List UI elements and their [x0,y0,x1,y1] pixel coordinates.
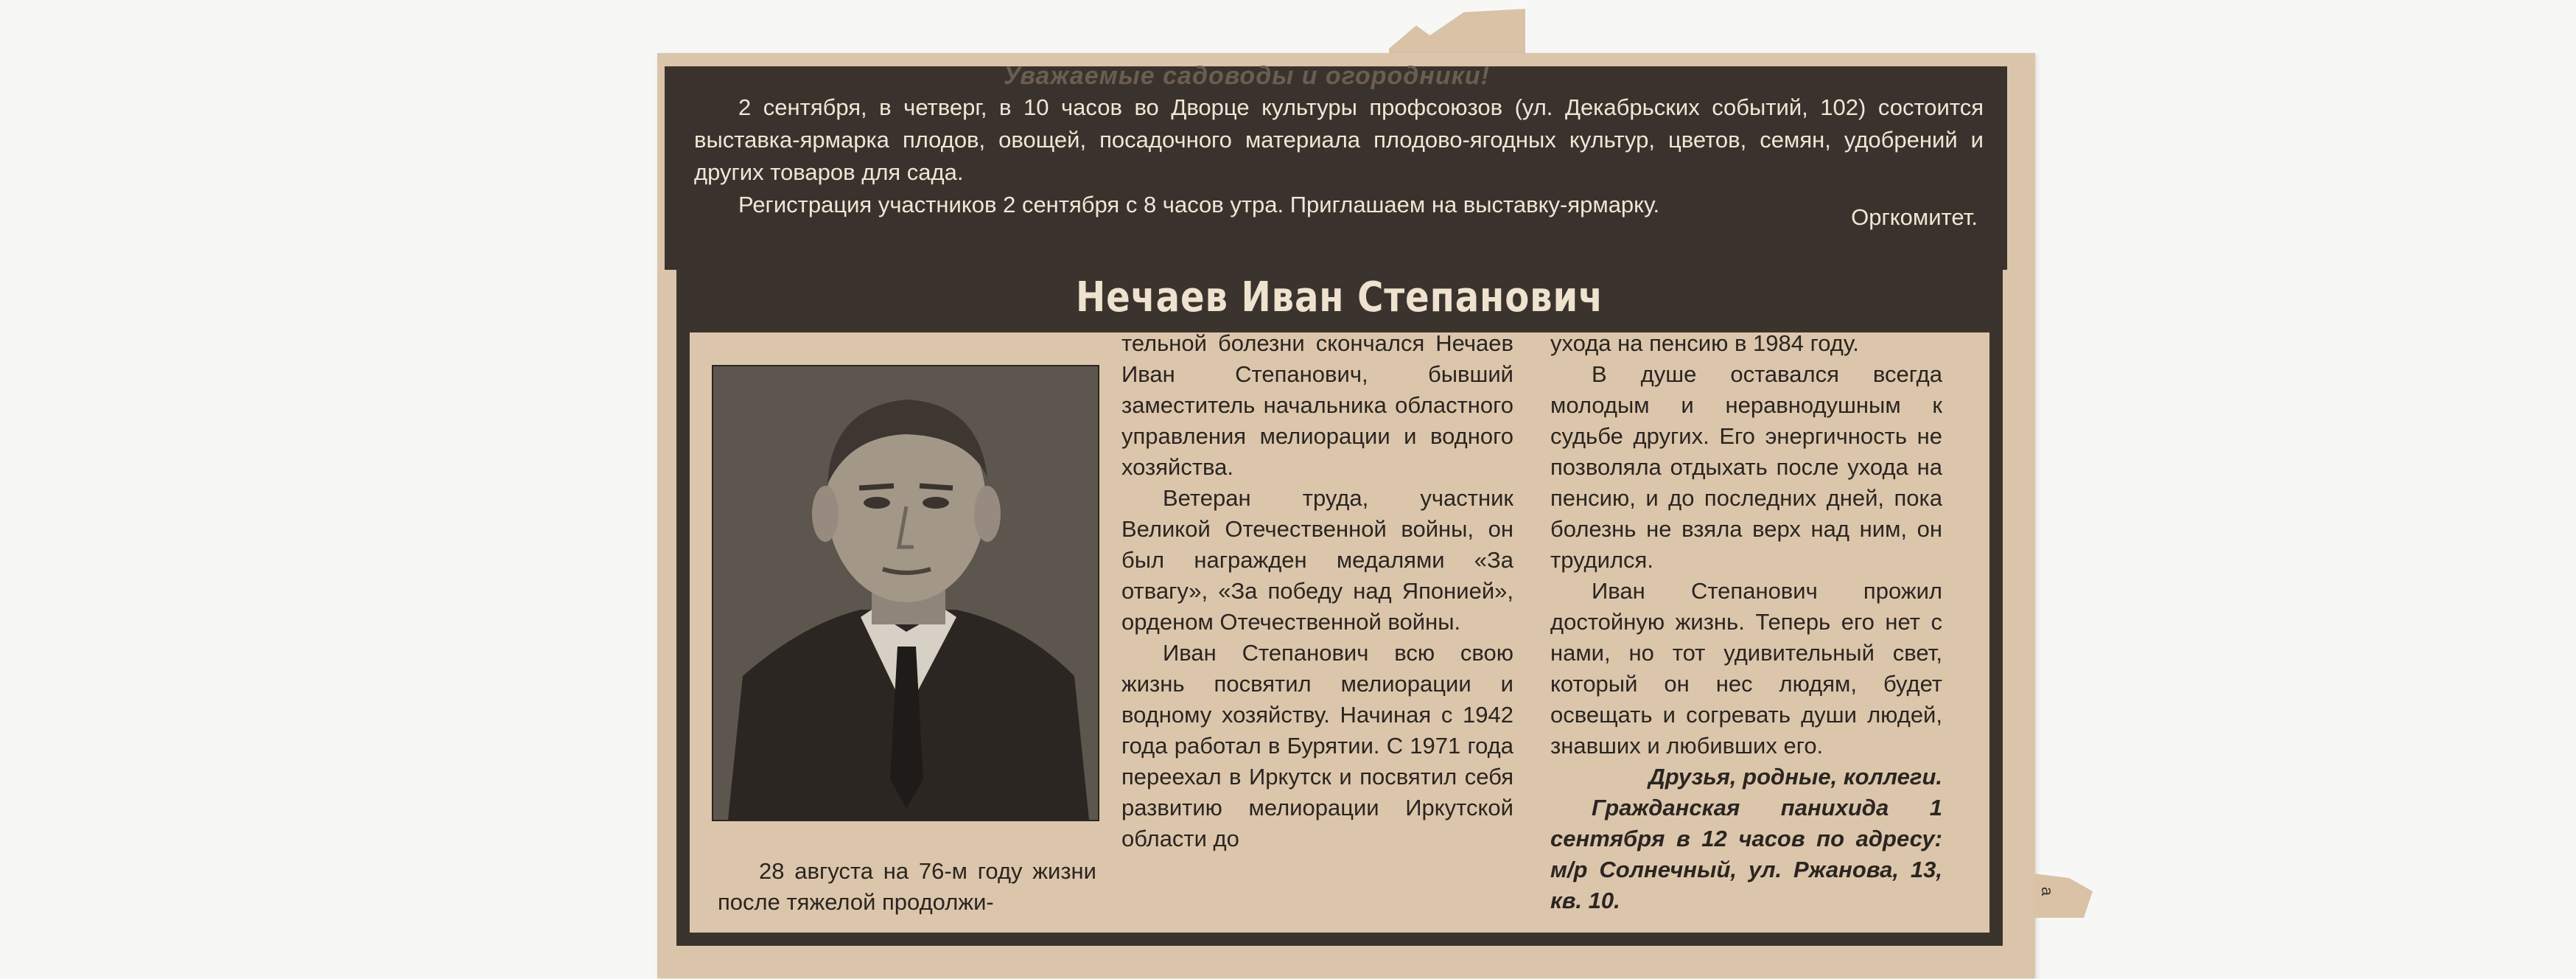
obituary-paragraph: Ветеран труда, участник Великой Отечественной войны, он был награжден медалями «За отвагу», «За победу над Японией», орденом Отечественной войны. [1121,485,1513,635]
obituary-signature: Друзья, родные, коллеги. [1648,764,1942,790]
funeral-notice: Гражданская панихида 1 сентября в 12 часов по адресу: м/р Солнечный, ул. Ржанова, 13, кв. 10. [1550,795,1942,913]
portrait-photo [712,365,1099,821]
obituary-paragraph: 28 августа на 76-м году жизни после тяжелой продолжи- [718,858,1096,915]
banner-paragraph: Регистрация участников 2 сентября с 8 часов утра. Приглашаем на выставку-ярмарку. [738,192,1660,217]
obituary-paragraph: Иван Степанович прожил достойную жизнь. Теперь его нет с нами, но тот удивительный свет, который он нес людям, будет освещать и согревать души людей, знавших и любивших его. [1550,578,1942,759]
obituary-paragraph: ухода на пенсию в 1984 году. [1550,330,1859,356]
obituary-column-3 [1550,328,1942,916]
obituary-paragraph: В душе оставался всегда молодым и неравнодушным к судьбе других. Его энергичность не позволяла отдыхать после ухода на пенсию, и до последних дней, пока болезнь не взяла верх над ним, он трудился. [1550,361,1942,573]
obituary-frame [676,268,2003,946]
portrait-image [713,366,1098,820]
obituary-paragraph: тельной болезни скончался Нечаев Иван Степанович, бывший заместитель начальника областного управления мелиорации и водного хозяйства. [1121,330,1513,480]
banner-signature: Оргкомитет. [1851,204,1978,230]
banner-text [694,91,1984,221]
obituary-title: Нечаев Иван Степанович [1075,274,1604,321]
banner-heading: Уважаемые садоводы и огородники! [1004,62,1490,90]
corner-letter: а [2038,886,2057,896]
banner-paragraph: 2 сентября, в четверг, в 10 часов во Дворце культуры профсоюзов (ул. Декабрьских событий, 102) состоится выставка-ярмарка плодов, овощей, посадочного материала плодово-ягодных культур, цветов, семян, удобрений и других товаров для сада. [694,94,1984,185]
obituary-column-1 [718,856,1096,918]
obituary-paragraph: Иван Степанович всю свою жизнь посвятил мелиорации и водному хозяйству. Начиная с 1942 года работал в Бурятии. С 1971 года переехал в Иркутск и посвятил себя развитию мелиорации Иркутской области до [1121,640,1513,851]
obituary-column-2 [1121,328,1513,854]
announcement-banner [665,62,2007,270]
obituary-body [690,332,1989,933]
